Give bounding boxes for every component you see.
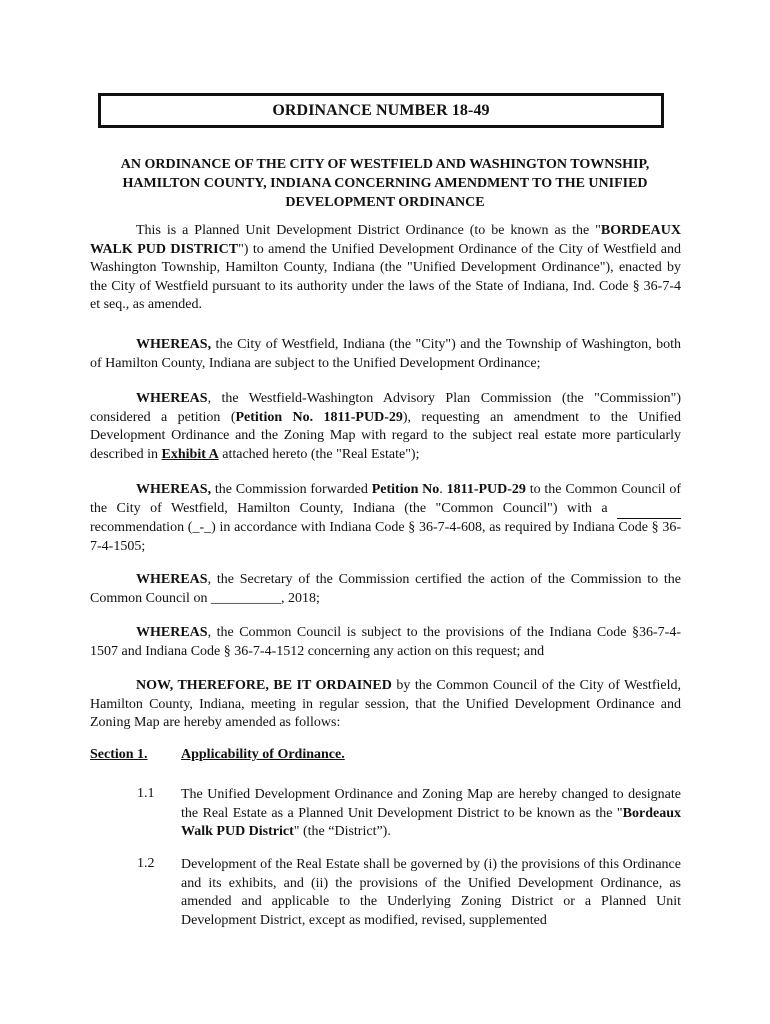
item-text: " (the “District”). [293,824,391,839]
ordained-text: by the Common Council of the City of Westfield, Hamilton County, Indiana, meeting in regular session, that the Unified Development Ordinance and Zoning Map are hereby amended as follows: [90,678,681,730]
district-name-bold: BORDEAUX WALK PUD DISTRICT [90,223,681,257]
intro-text-1: This is a Planned Unit Development District Ordinance (to be known as the " [136,223,601,238]
intro-text-2: ") to amend the Unified Development Ordinance of the City of Westfield and Washington Township, Hamilton County, Indiana (the "Unified Development Ordinance"), enacted by the City of Westfield pursuant to its authority under the laws of the State of Indiana, Ind. Code § 36-7-4 et seq., as amended. [90,241,682,312]
ordained-paragraph [90,677,681,733]
item-text: The Unified Development Ordinance and Zoning Map are hereby changed to designate the Real Estate as a Planned Unit Development District to be known as the " [181,787,681,821]
whereas-text: the City of Westfield, Indiana (the "City") and the Township of Washington, both of Hamilton County, Indiana are subject to the Unified Development Ordinance; [90,337,681,371]
whereas-label: WHEREAS [136,625,208,640]
whereas-label: WHEREAS, [136,337,212,352]
whereas-paragraph-3 [90,481,681,556]
whereas-text: attached hereto (the "Real Estate"); [218,446,420,462]
whereas-text: ), requesting an amendment to the Unified Development Ordinance and the Zoning Map with regard to the subject real estate more particularly described in [90,409,682,462]
ordinance-title: ORDINANCE NUMBER 18-49 [272,101,490,119]
whereas-paragraph-1 [90,336,681,373]
petition-label: Petition No [371,482,440,497]
exhibit-a-reference: Exhibit A [161,446,219,462]
whereas-text: , the Westfield-Washington Advisory Plan Commission (the "Commission") considered a petition ( [90,391,681,425]
petition-number: 1811-PUD-29 [446,482,526,497]
whereas-text: to the Common Council of the City of Westfield, Hamilton County, Indiana (the "Common Council") with a [90,482,682,516]
item-1-2-text: Development of the Real Estate shall be governed by (i) the provisions of this Ordinance and its exhibits, and (ii) the provisions of the Unified Development Ordinance, as amended and applicable to the Underlying Zoning District or a Planned Unit Development District, except as modified, revised, supplemented [181,857,681,928]
whereas-label: WHEREAS [136,391,208,406]
whereas-text: , the Secretary of the Commission certified the action of the Commission to the Common Council on __________, 2018; [90,572,681,606]
whereas-label: WHEREAS [136,572,208,587]
petition-number: Petition No. 1811-PUD-29 [235,409,403,425]
whereas-text: . [439,482,447,497]
section-title: Applicability of Ordinance. [181,747,345,762]
item-number: 1.1 [137,786,155,801]
whereas-paragraph-5 [90,624,681,661]
whereas-text: recommendation (_-_) in accordance with Indiana Code § 36-7-4-608, as required by Indiana Code § 36-7-4-1505; [90,520,681,554]
whereas-text: , the Common Council is subject to the provisions of the Indiana Code §36-7-4-1507 and Indiana Code § 36-7-4-1512 concerning any action on this request; and [90,625,681,659]
whereas-paragraph-4 [90,571,681,608]
whereas-label: WHEREAS, [136,482,212,497]
item-1-1-text [181,786,681,842]
ordained-label: NOW, THEREFORE, BE IT ORDAINED [136,678,392,693]
whereas-text: the Commission forwarded [211,482,372,497]
district-name-bold: Bordeaux Walk PUD District [181,805,681,839]
ordinance-heading: AN ORDINANCE OF THE CITY OF WESTFIELD AND WASHINGTON TOWNSHIP, HAMILTON COUNTY, INDIANA CONCERNING AMENDMENT TO THE UNIFIED DEVELOPMENT ORDINANCE [120,157,650,210]
whereas-paragraph-2 [90,390,681,464]
ordinance-title-box [98,93,664,128]
section-number: Section 1. [90,747,148,762]
recommendation-blank [617,500,681,520]
intro-paragraph [90,222,681,315]
item-number: 1.2 [137,856,155,871]
